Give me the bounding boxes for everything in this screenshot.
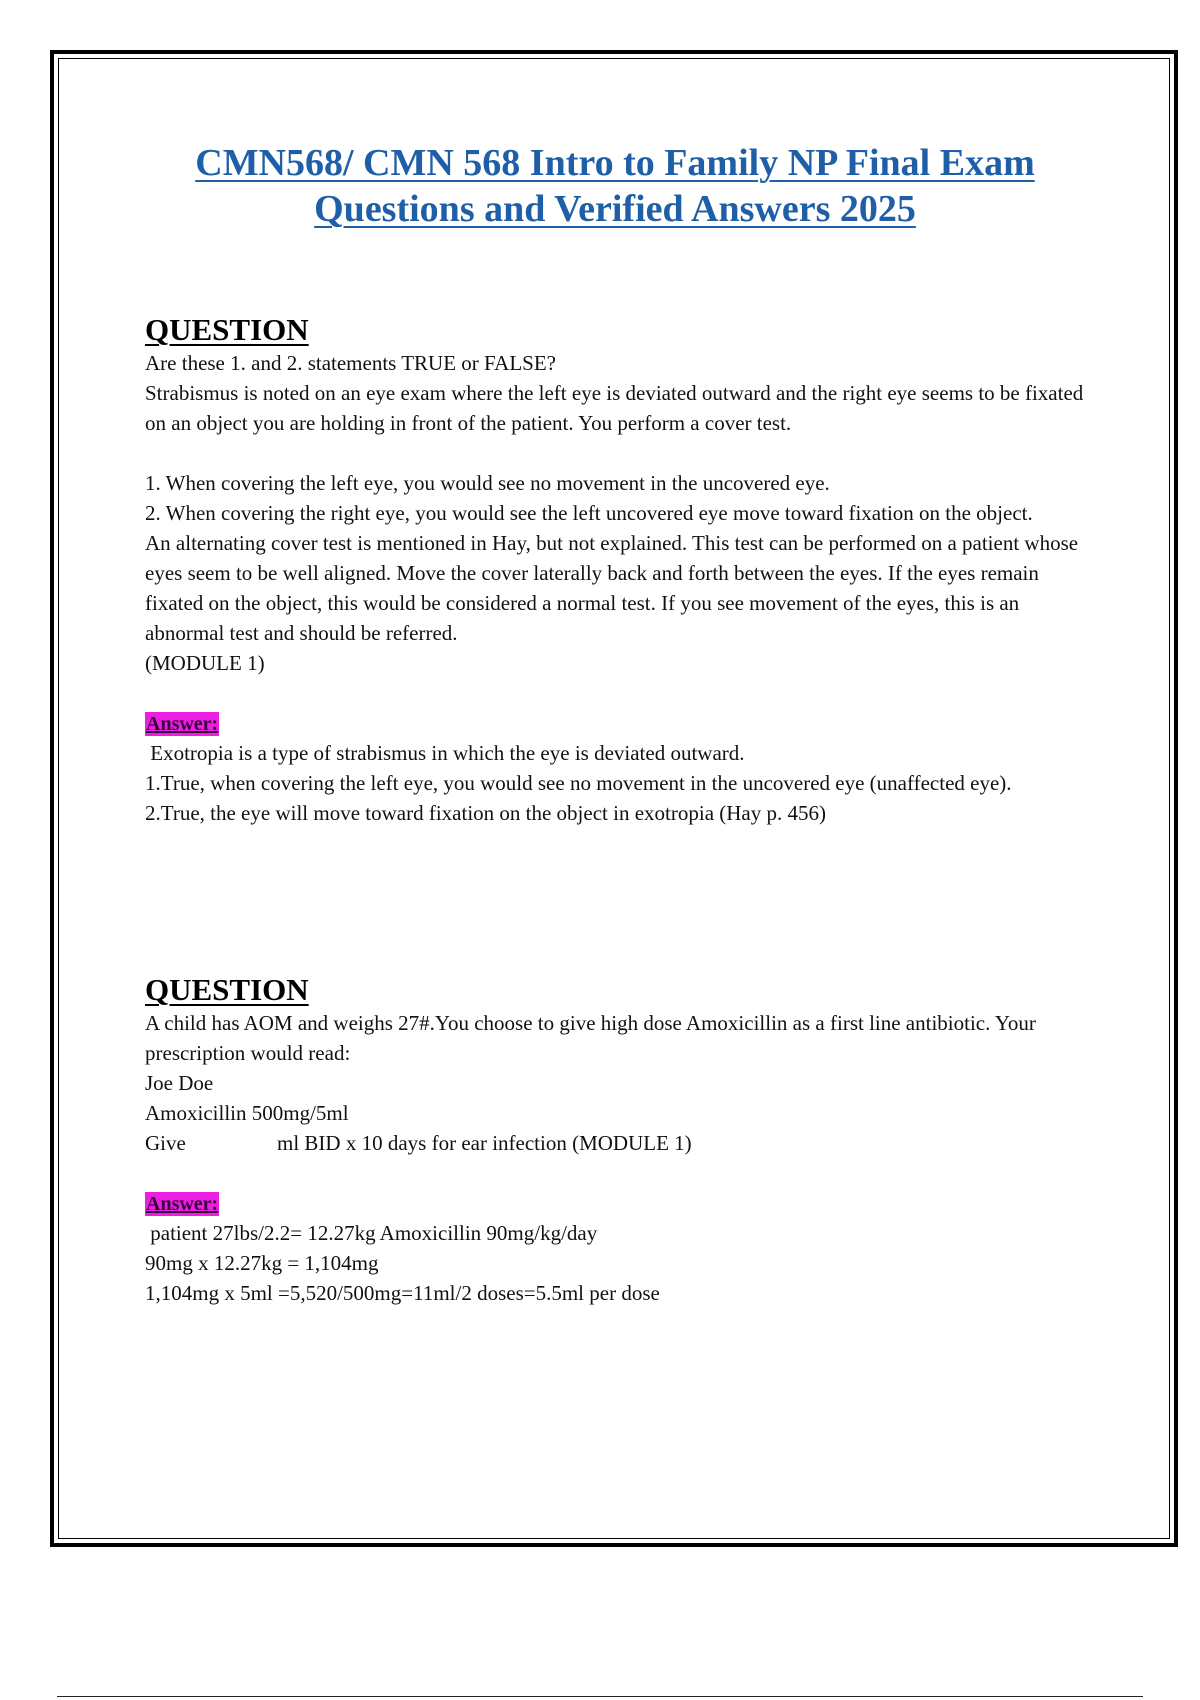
dosage-line: [145, 1128, 1085, 1158]
paragraph-gap: [145, 1158, 1085, 1188]
question-text: A child has AOM and weighs 27#.You choose to give high dose Amoxicillin as a first line antibiotic. Your prescription would read:: [145, 1011, 1036, 1065]
answer-text: 90mg x 12.27kg = 1,104mg: [145, 1251, 379, 1275]
answer-label: Answer:: [146, 713, 219, 735]
give-word: Give: [145, 1131, 186, 1155]
module-tag: (MODULE 1): [145, 651, 265, 675]
answer-text: 1,104mg x 5ml =5,520/500mg=11ml/2 doses=5.5ml per dose: [145, 1281, 660, 1305]
dosage-instructions: ml BID x 10 days for ear infection (MODULE 1): [277, 1131, 692, 1155]
document-title-line-2: Questions and Verified Answers 2025: [314, 188, 916, 230]
answer-text: patient 27lbs/2.2= 12.27kg Amoxicillin 90mg/kg/day: [145, 1221, 598, 1245]
document-title-line-1: CMN568/ CMN 568 Intro to Family NP Final Exam: [195, 142, 1035, 184]
question-heading: QUESTION: [145, 312, 309, 347]
page-bottom-rule: [57, 1696, 1143, 1697]
question-note: An alternating cover test is mentioned in Hay, but not explained. This test can be performed on a patient whose eyes seem to be well aligned. Move the cover laterally back and forth between the eyes. If the eyes remain fixated on the object, this would be considered a normal test. If you see movement of the eyes, this is an abnormal test and should be referred.: [145, 531, 1079, 645]
answer-text: Exotropia is a type of strabismus in which the eye is deviated outward.: [145, 741, 745, 765]
paragraph-gap: [145, 438, 1085, 468]
answer-text: 2.True, the eye will move toward fixation on the object in exotropia (Hay p. 456): [145, 801, 826, 825]
question-block-2: [145, 972, 1085, 1308]
question-text: Are these 1. and 2. statements TRUE or FALSE?: [145, 351, 556, 375]
question-item: 1. When covering the left eye, you would see no movement in the uncovered eye.: [145, 471, 830, 495]
paragraph-gap: [145, 678, 1085, 708]
question-item: 2. When covering the right eye, you would see the left uncovered eye move toward fixation on the object.: [145, 501, 1033, 525]
document-title: [100, 140, 1130, 232]
answer-text: 1.True, when covering the left eye, you would see no movement in the uncovered eye (unaffected eye).: [145, 771, 1012, 795]
question-text: Strabismus is noted on an eye exam where the left eye is deviated outward and the right eye seems to be fixated on an object you are holding in front of the patient. You perform a cover test.: [145, 381, 1084, 435]
drug-line: Amoxicillin 500mg/5ml: [145, 1101, 349, 1125]
patient-name: Joe Doe: [145, 1071, 214, 1095]
question-block-1: [145, 312, 1085, 828]
question-heading: QUESTION: [145, 972, 309, 1007]
answer-label: Answer:: [146, 1193, 219, 1215]
